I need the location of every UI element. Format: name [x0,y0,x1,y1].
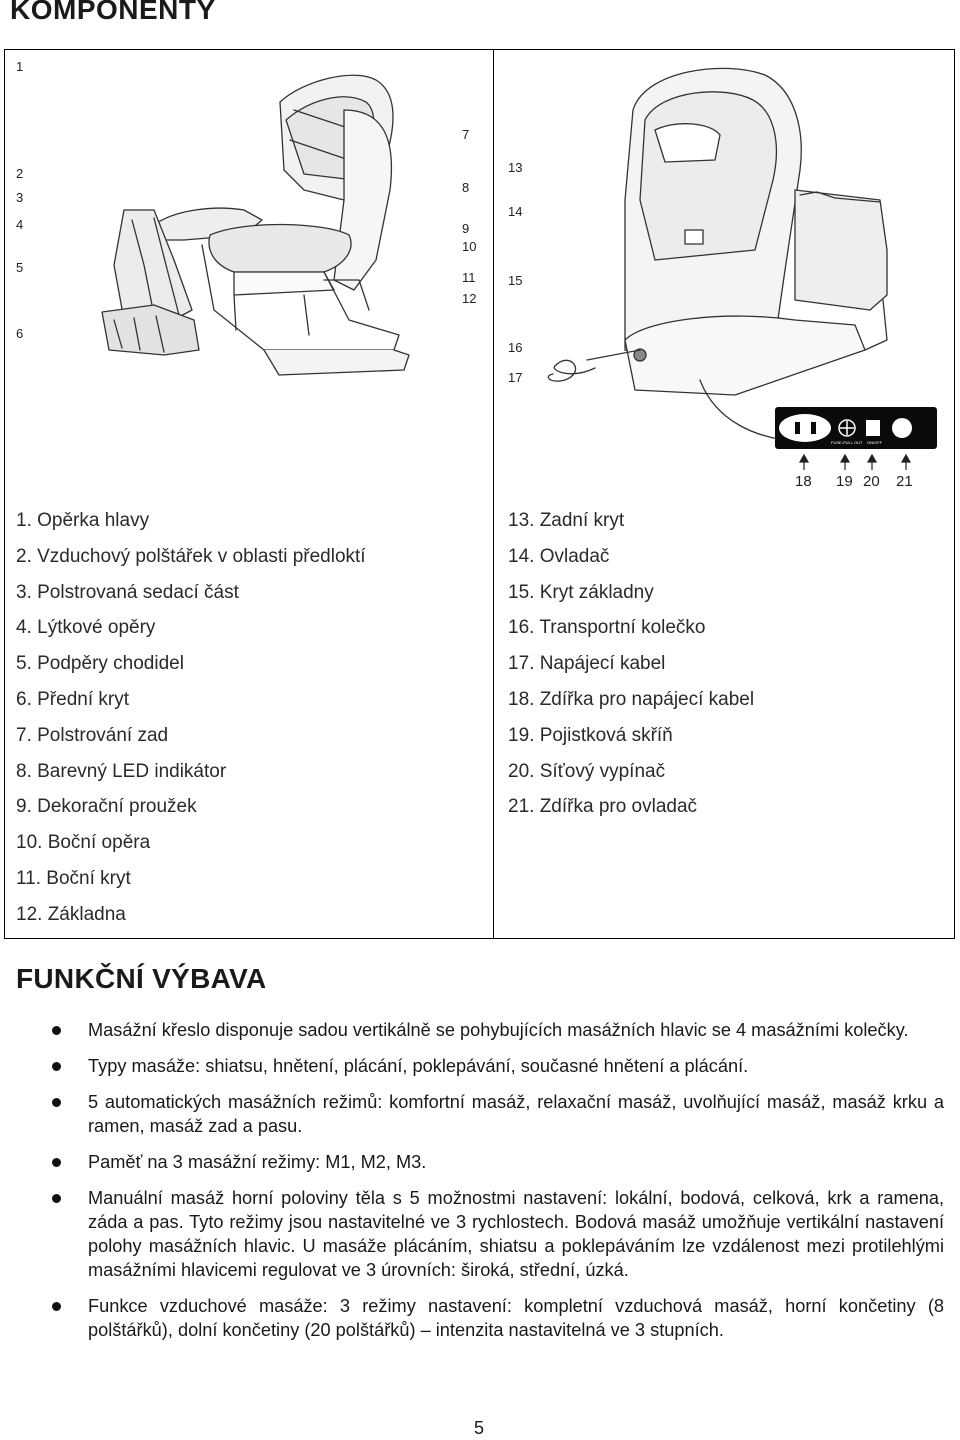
callout-16: 16 [508,340,523,355]
list-item: 18. Zdířka pro napájecí kabel [508,688,755,710]
list-item: 4. Lýtkové opěry [16,617,156,639]
feature-text: Typy masáže: shiatsu, hnětení, plácání, poklepávání, současné hnětení a plácání. [88,1056,749,1076]
list-item: 21. Zdířka pro ovladač [508,796,698,818]
list-item: 9. Dekorační proužek [16,796,197,818]
list-item: 15. Kryt základny [508,581,654,603]
bullet-icon [52,1194,61,1203]
callout-17: 17 [508,370,523,385]
bullet-icon [52,1062,61,1071]
feature-text: Paměť na 3 masážní režimy: M1, M2, M3. [88,1152,427,1172]
list-item: 3. Polstrovaná sedací část [16,581,239,603]
list-item: 2. Vzduchový polštářek v oblasti předloktí [16,545,366,567]
list-item: 10. Boční opěra [16,832,151,854]
feature-item [0,1018,960,1042]
callout-14: 14 [508,204,523,219]
feature-item [0,1186,960,1282]
feature-item [0,1294,960,1342]
features-heading: FUNKČNÍ VÝBAVA [16,963,267,994]
list-item: 11. Boční kryt [16,867,131,889]
list-item: 14. Ovladač [508,545,610,567]
list-item: 8. Barevný LED indikátor [16,760,227,782]
components-heading: KOMPONENTY [10,0,216,25]
chair-rear-illustration [495,50,953,490]
callout-15: 15 [508,273,523,288]
chair-front-illustration [4,50,492,500]
list-item: 1. Opěrka hlavy [16,510,150,531]
table-divider [493,49,494,939]
callout-3: 3 [16,190,24,205]
callout-7: 7 [462,127,470,142]
bullet-icon [52,1098,61,1107]
callout-5: 5 [16,260,24,275]
callout-11: 11 [462,270,476,285]
page-number: 5 [474,1418,485,1438]
callout-1: 1 [16,59,24,74]
list-item: 16. Transportní kolečko [508,617,706,639]
features-list [0,1018,960,1342]
bullet-icon [52,1158,61,1167]
feature-text: Manuální masáž horní poloviny těla s 5 možnostmi nastavení: lokální, bodová, celková, krk a ramena, záda a pas. Tyto režimy jsou nastavitelné ve 3 rychlostech. Bodová masáž umožňuje vertikální nastavení polohy masážních hlavic. U masáže plácáním, shiatsu a poklepáváním lze vzdálenost mezi protilehlými masážními hlavicemi regulovat ve 3 úrovních: široká, střední, úzká. [88,1188,944,1280]
callout-2: 2 [16,166,24,181]
feature-text: Masážní křeslo disponuje sadou vertikálně se pohybujících masážních hlavic se 4 masážními kolečky. [88,1020,909,1040]
callout-8: 8 [462,180,470,195]
list-item: 20. Síťový vypínač [508,760,666,782]
svg-text:ON/OFF: ON/OFF [867,440,883,445]
feature-item [0,1090,960,1138]
bullet-icon [52,1026,61,1035]
list-item: 17. Napájecí kabel [508,653,666,675]
callout-9: 9 [462,221,470,236]
callout-6: 6 [16,326,24,341]
list-item: 5. Podpěry chodidel [16,653,184,675]
feature-item [0,1054,960,1078]
control-panel [775,407,937,449]
callout-21: 21 [896,473,913,490]
list-item: 6. Přední kryt [16,688,129,710]
bullet-icon [52,1302,61,1311]
components-list-right [508,503,754,825]
feature-item [0,1150,960,1174]
components-list-left [16,503,366,933]
callout-18: 18 [795,473,812,490]
feature-text: Funkce vzduchové masáže: 3 režimy nastavení: kompletní vzduchová masáž, horní končetiny (8 polštářků), dolní končetiny (20 polštářků) – intenzita nastavitelná ve 3 stupních. [88,1296,944,1340]
callout-4: 4 [16,217,24,232]
list-item: 7. Polstrování zad [16,724,169,746]
callout-13: 13 [508,160,523,175]
callout-19: 19 [836,473,853,490]
list-item: 12. Základna [16,903,126,925]
svg-text:FUSE-PULL OUT: FUSE-PULL OUT [831,440,863,445]
callout-12: 12 [462,291,477,306]
list-item: 19. Pojistková skříň [508,724,673,746]
feature-text: 5 automatických masážních režimů: komfortní masáž, relaxační masáž, uvolňující masáž, masáž krku a ramen, masáž zad a pasu. [88,1092,944,1136]
callout-10: 10 [462,239,477,254]
list-item: 13. Zadní kryt [508,510,625,531]
callout-20: 20 [863,473,880,490]
